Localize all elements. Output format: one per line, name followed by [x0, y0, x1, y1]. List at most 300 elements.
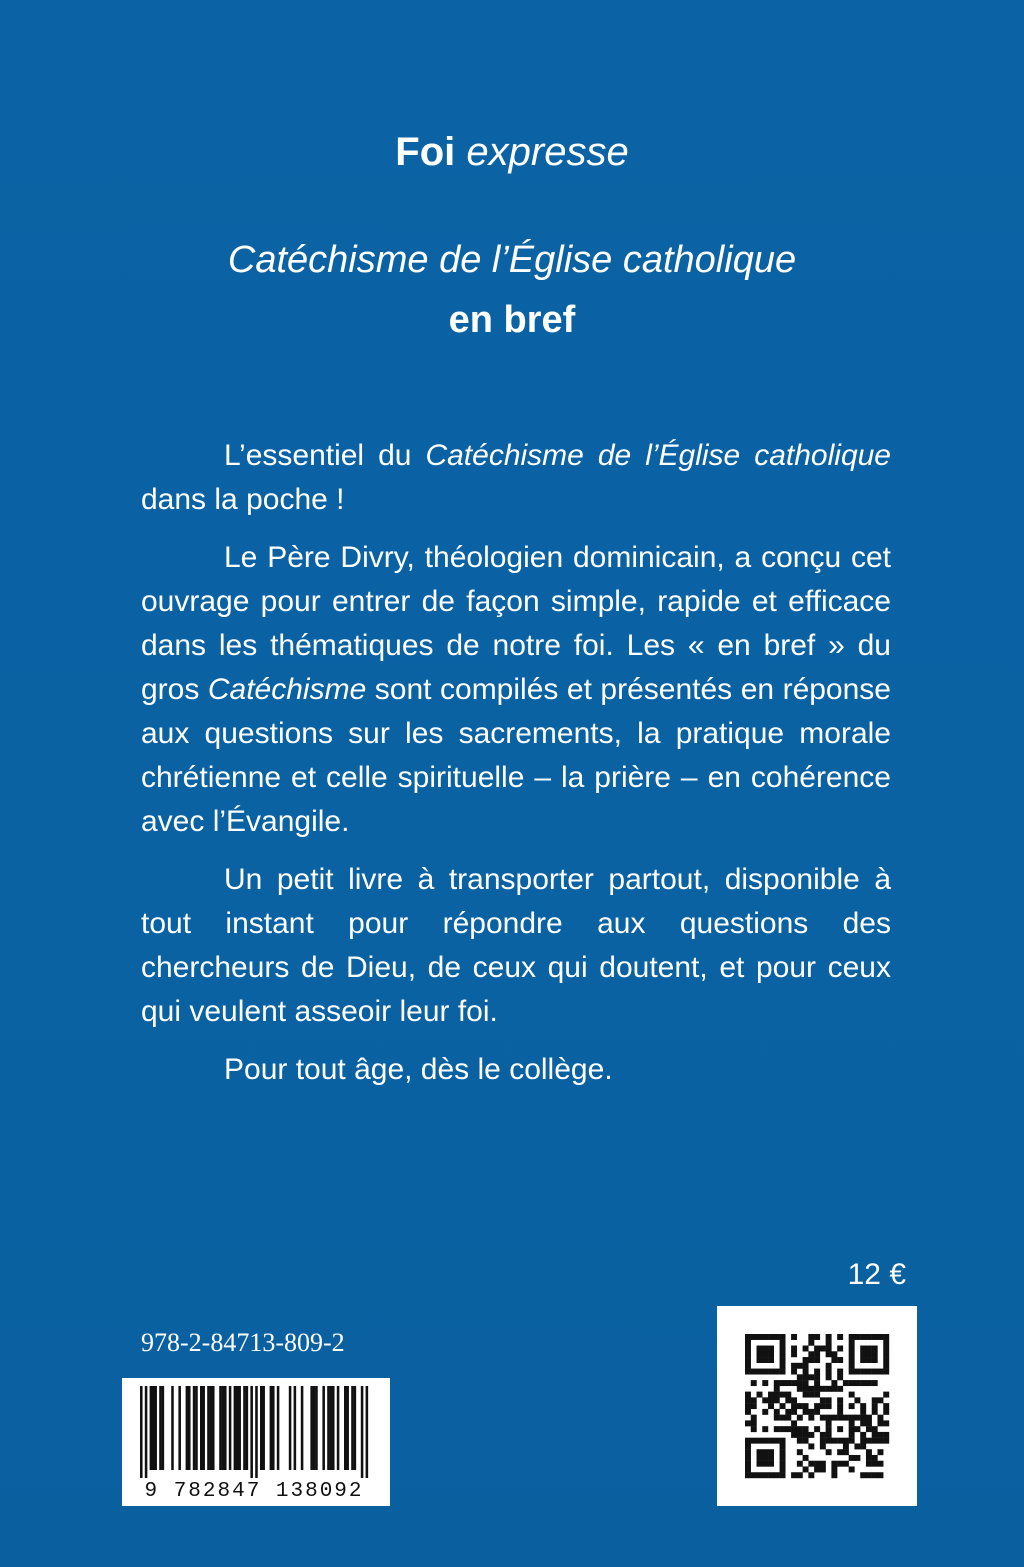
qr-module [872, 1472, 878, 1478]
qr-module [860, 1409, 866, 1415]
qr-module [751, 1380, 757, 1386]
qr-module [745, 1334, 751, 1340]
qr-module [843, 1443, 849, 1449]
qr-module [797, 1432, 803, 1438]
qr-module [837, 1449, 843, 1455]
qr-module [849, 1420, 855, 1426]
qr-module [768, 1397, 774, 1403]
qr-module [883, 1351, 889, 1357]
qr-module [768, 1334, 774, 1340]
qr-module [860, 1346, 866, 1352]
qr-module [757, 1369, 763, 1375]
qr-module [849, 1438, 855, 1444]
barcode-bar [310, 1386, 313, 1470]
qr-module [808, 1409, 814, 1415]
qr-module [877, 1438, 883, 1444]
qr-module [757, 1461, 763, 1467]
qr-module [826, 1351, 832, 1357]
qr-module [803, 1403, 809, 1409]
qr-module [797, 1472, 803, 1478]
barcode-bar [301, 1386, 304, 1470]
qr-module [751, 1426, 757, 1432]
qr-module [774, 1397, 780, 1403]
qr-module [854, 1443, 860, 1449]
qr-module [837, 1415, 843, 1421]
qr-module [826, 1449, 832, 1455]
barcode-bar [344, 1386, 347, 1470]
qr-module [877, 1449, 883, 1455]
qr-module [797, 1403, 803, 1409]
qr-module [803, 1455, 809, 1461]
qr-module [757, 1455, 763, 1461]
qr-module [831, 1438, 837, 1444]
qr-module [780, 1443, 786, 1449]
qr-module [803, 1432, 809, 1438]
qr-module [757, 1346, 763, 1352]
blurb-paragraph-4: Pour tout âge, dès le collège. [224, 1053, 613, 1086]
qr-module [872, 1397, 878, 1403]
qr-module [866, 1380, 872, 1386]
qr-module [791, 1397, 797, 1403]
qr-module [849, 1340, 855, 1346]
qr-module [854, 1397, 860, 1403]
barcode-bar [289, 1386, 292, 1470]
qr-module [854, 1455, 860, 1461]
qr-module [774, 1426, 780, 1432]
qr-module [826, 1386, 832, 1392]
qr-module [751, 1403, 757, 1409]
qr-module [780, 1346, 786, 1352]
qr-module [808, 1392, 814, 1398]
qr-module [751, 1397, 757, 1403]
qr-module [780, 1351, 786, 1357]
qr-module [751, 1438, 757, 1444]
qr-module [872, 1461, 878, 1467]
qr-module [814, 1380, 820, 1386]
qr-module [820, 1432, 826, 1438]
qr-module [831, 1466, 837, 1472]
qr-module [831, 1461, 837, 1467]
qr-module [826, 1426, 832, 1432]
qr-module [837, 1386, 843, 1392]
qr-module [866, 1461, 872, 1467]
qr-module [814, 1346, 820, 1352]
qr-module [808, 1472, 814, 1478]
qr-module [797, 1380, 803, 1386]
qr-module [837, 1426, 843, 1432]
qr-module [883, 1392, 889, 1398]
qr-module [820, 1346, 826, 1352]
qr-module [877, 1432, 883, 1438]
series-title-italic: expresse [466, 130, 629, 174]
barcode-bar [255, 1386, 258, 1478]
barcode-bar [250, 1386, 253, 1478]
qr-module [791, 1426, 797, 1432]
isbn-label: 978-2-84713-809-2 [141, 1328, 345, 1357]
qr-module [837, 1374, 843, 1380]
qr-code-graphic [717, 1306, 917, 1506]
qr-module [745, 1369, 751, 1375]
qr-module [780, 1403, 786, 1409]
qr-module [849, 1466, 855, 1472]
qr-module [780, 1415, 786, 1421]
qr-module [791, 1420, 797, 1426]
qr-module [762, 1461, 768, 1467]
qr-module [820, 1386, 826, 1392]
qr-module [745, 1438, 751, 1444]
qr-module [872, 1438, 878, 1444]
qr-module [791, 1369, 797, 1375]
qr-module [791, 1409, 797, 1415]
qr-module [751, 1472, 757, 1478]
book-title-line1: Catéchisme de l’Église catholique [227, 239, 797, 281]
qr-module [820, 1466, 826, 1472]
qr-module [745, 1455, 751, 1461]
qr-module [803, 1374, 809, 1380]
p2-text-a: Le Père Divry, théologien dominicain, a conçu cet ouvrage pour entrer de façon simple, rapide et efficace dans les thématiques de notre foi. Les « en bref » du gros [141, 541, 891, 706]
qr-module [860, 1443, 866, 1449]
qr-module [797, 1363, 803, 1369]
barcode-bar [351, 1386, 354, 1470]
qr-module [814, 1409, 820, 1415]
qr-module [762, 1397, 768, 1403]
qr-module [883, 1438, 889, 1444]
qr-module [785, 1392, 791, 1398]
qr-module [866, 1426, 872, 1432]
qr-module [780, 1461, 786, 1467]
qr-module [866, 1369, 872, 1375]
qr-module [843, 1415, 849, 1421]
barcode-bar [262, 1386, 265, 1470]
qr-module [837, 1369, 843, 1375]
qr-module [780, 1357, 786, 1363]
qr-module [780, 1466, 786, 1472]
qr-module [791, 1472, 797, 1478]
qr-module [883, 1409, 889, 1415]
qr-module [757, 1392, 763, 1398]
barcode-bar [354, 1386, 357, 1470]
qr-module [849, 1380, 855, 1386]
qr-module [768, 1392, 774, 1398]
qr-module [860, 1415, 866, 1421]
qr-module [814, 1392, 820, 1398]
qr-module [831, 1472, 837, 1478]
barcode-bar [178, 1386, 181, 1470]
qr-module [877, 1369, 883, 1375]
qr-module [803, 1380, 809, 1386]
qr-module [883, 1420, 889, 1426]
qr-module [820, 1438, 826, 1444]
qr-module [826, 1363, 832, 1369]
qr-module [814, 1426, 820, 1432]
p1-text-a: L’essentiel du [224, 439, 426, 472]
qr-module [866, 1334, 872, 1340]
qr-module [797, 1374, 803, 1380]
qr-module [872, 1334, 878, 1340]
qr-module [757, 1449, 763, 1455]
qr-module [780, 1380, 786, 1386]
qr-module [826, 1397, 832, 1403]
qr-module [774, 1380, 780, 1386]
title-block [0, 126, 1024, 350]
qr-module [762, 1438, 768, 1444]
price-label: 12 € [847, 1258, 906, 1291]
p1-text-italic: Catéchisme de l’Église catholique [425, 439, 891, 472]
qr-module [849, 1403, 855, 1409]
qr-module [803, 1363, 809, 1369]
qr-module [854, 1415, 860, 1421]
qr-module [768, 1357, 774, 1363]
qr-module [791, 1351, 797, 1357]
qr-module [872, 1432, 878, 1438]
qr-module [883, 1403, 889, 1409]
qr-module [808, 1351, 814, 1357]
qr-module [803, 1369, 809, 1375]
qr-module [745, 1466, 751, 1472]
qr-module [774, 1415, 780, 1421]
qr-module [803, 1426, 809, 1432]
qr-module [774, 1386, 780, 1392]
barcode-bar [193, 1386, 196, 1470]
qr-module [808, 1357, 814, 1363]
qr-module [831, 1351, 837, 1357]
qr-module [831, 1386, 837, 1392]
qr-module [866, 1357, 872, 1363]
qr-module [780, 1392, 786, 1398]
barcode-bar [207, 1386, 210, 1470]
qr-module [745, 1472, 751, 1478]
qr-module [831, 1357, 837, 1363]
barcode-bar [200, 1386, 203, 1470]
qr-module [837, 1357, 843, 1363]
qr-module [791, 1346, 797, 1352]
qr-module [745, 1346, 751, 1352]
qr-module [826, 1415, 832, 1421]
qr-module [826, 1438, 832, 1444]
qr-module [803, 1346, 809, 1352]
qr-module [751, 1415, 757, 1421]
qr-module [808, 1386, 814, 1392]
qr-module [774, 1409, 780, 1415]
qr-module [837, 1346, 843, 1352]
qr-module [785, 1397, 791, 1403]
qr-module [768, 1449, 774, 1455]
barcode-bar [277, 1386, 280, 1470]
qr-module [866, 1455, 872, 1461]
qr-module [780, 1438, 786, 1444]
qr-module [820, 1403, 826, 1409]
qr-module [877, 1472, 883, 1478]
qr-module [843, 1438, 849, 1444]
qr-module [797, 1438, 803, 1444]
barcode-bar [154, 1386, 157, 1470]
qr-module [803, 1392, 809, 1398]
book-title [0, 230, 1024, 350]
qr-module [883, 1432, 889, 1438]
qr-module [831, 1380, 837, 1386]
barcode-bar [366, 1386, 369, 1478]
barcode-bar [236, 1386, 239, 1470]
barcode-bar [140, 1386, 143, 1478]
qr-module [866, 1351, 872, 1357]
barcode-bar [272, 1386, 275, 1470]
qr-module [814, 1386, 820, 1392]
qr-module [768, 1472, 774, 1478]
qr-module [849, 1455, 855, 1461]
qr-module [820, 1461, 826, 1467]
barcode-bar [337, 1386, 340, 1470]
qr-module [814, 1369, 820, 1375]
qr-module [745, 1461, 751, 1467]
qr-module [762, 1357, 768, 1363]
qr-module [762, 1380, 768, 1386]
qr-module [837, 1461, 843, 1467]
qr-module [774, 1392, 780, 1398]
barcode-bar [222, 1386, 225, 1470]
qr-module [826, 1369, 832, 1375]
barcode-bar [188, 1386, 191, 1470]
qr-module [814, 1466, 820, 1472]
qr-module [831, 1415, 837, 1421]
qr-module [745, 1403, 751, 1409]
qr-module [837, 1409, 843, 1415]
qr-module [820, 1397, 826, 1403]
qr-module [762, 1472, 768, 1478]
qr-module [768, 1351, 774, 1357]
qr-module [797, 1449, 803, 1455]
qr-module [745, 1340, 751, 1346]
qr-module [785, 1409, 791, 1415]
barcode-bar [260, 1386, 263, 1470]
qr-module [785, 1415, 791, 1421]
qr-module [745, 1351, 751, 1357]
qr-module [768, 1403, 774, 1409]
qr-module [849, 1363, 855, 1369]
qr-module [791, 1334, 797, 1340]
qr-module [768, 1346, 774, 1352]
qr-module [791, 1380, 797, 1386]
qr-module [877, 1415, 883, 1421]
qr-module [757, 1472, 763, 1478]
qr-module [837, 1403, 843, 1409]
barcode-bar [159, 1386, 162, 1470]
qr-module [872, 1380, 878, 1386]
qr-module [872, 1369, 878, 1375]
qr-module [803, 1386, 809, 1392]
qr-module [860, 1351, 866, 1357]
qr-module [826, 1346, 832, 1352]
qr-module [866, 1420, 872, 1426]
qr-module [797, 1415, 803, 1421]
qr-module [745, 1363, 751, 1369]
qr-module [866, 1449, 872, 1455]
qr-module [877, 1397, 883, 1403]
qr-module [860, 1472, 866, 1478]
qr-module [751, 1420, 757, 1426]
qr-module [762, 1409, 768, 1415]
barcode-digits: 9 782847 138092 [144, 1480, 364, 1503]
qr-module [872, 1357, 878, 1363]
qr-module [860, 1357, 866, 1363]
qr-module [837, 1438, 843, 1444]
qr-module [860, 1380, 866, 1386]
blurb [141, 434, 891, 1106]
barcode-bar [346, 1386, 349, 1470]
barcode-bar [294, 1386, 297, 1470]
barcode-bar [152, 1386, 155, 1470]
qr-module [826, 1432, 832, 1438]
qr-module [803, 1466, 809, 1472]
qr-module [751, 1369, 757, 1375]
qr-module [826, 1334, 832, 1340]
qr-module [774, 1438, 780, 1444]
blurb-paragraph-3: Un petit livre à transporter partout, disponible à tout instant pour répondre aux questions des chercheurs de Dieu, de ceux qui doutent, et pour ceux qui veulent asseoir leur foi. [141, 863, 891, 1028]
qr-module [849, 1351, 855, 1357]
qr-module [883, 1357, 889, 1363]
qr-module [814, 1403, 820, 1409]
qr-module [774, 1369, 780, 1375]
qr-module [780, 1455, 786, 1461]
qr-module [854, 1426, 860, 1432]
barcode-bar [315, 1386, 318, 1470]
qr-module [814, 1334, 820, 1340]
qr-module [797, 1386, 803, 1392]
barcode-bar [234, 1386, 237, 1470]
barcode-graphic [122, 1378, 390, 1506]
qr-module [808, 1334, 814, 1340]
qr-module [849, 1369, 855, 1375]
qr-module [860, 1432, 866, 1438]
barcode-bar [238, 1386, 241, 1470]
barcode-bar [224, 1386, 227, 1470]
qr-module [791, 1432, 797, 1438]
blurb-paragraph-2 [141, 536, 891, 844]
qr-module [877, 1420, 883, 1426]
qr-module [843, 1461, 849, 1467]
barcode-bar [246, 1386, 249, 1470]
barcode-bar [332, 1386, 335, 1470]
qr-module [757, 1351, 763, 1357]
qr-module [826, 1420, 832, 1426]
qr-code-icon [717, 1306, 917, 1506]
qr-module [854, 1369, 860, 1375]
qr-module [808, 1374, 814, 1380]
qr-module [860, 1369, 866, 1375]
barcode-bar [229, 1386, 232, 1470]
qr-module [780, 1340, 786, 1346]
qr-module [814, 1374, 820, 1380]
qr-module [860, 1420, 866, 1426]
qr-module [808, 1415, 814, 1421]
barcode-bar [150, 1386, 153, 1470]
barcode-icon [122, 1378, 390, 1506]
qr-module [780, 1363, 786, 1369]
qr-module [883, 1340, 889, 1346]
p2-text-italic: Catéchisme [207, 673, 367, 706]
book-title-line2: en bref [448, 299, 576, 341]
qr-module [849, 1415, 855, 1421]
qr-module [803, 1357, 809, 1363]
qr-module [762, 1449, 768, 1455]
qr-module [877, 1334, 883, 1340]
qr-module [768, 1461, 774, 1467]
qr-module [808, 1461, 814, 1467]
qr-module [826, 1403, 832, 1409]
qr-module [814, 1351, 820, 1357]
qr-module [757, 1357, 763, 1363]
qr-module [808, 1340, 814, 1346]
qr-module [785, 1380, 791, 1386]
